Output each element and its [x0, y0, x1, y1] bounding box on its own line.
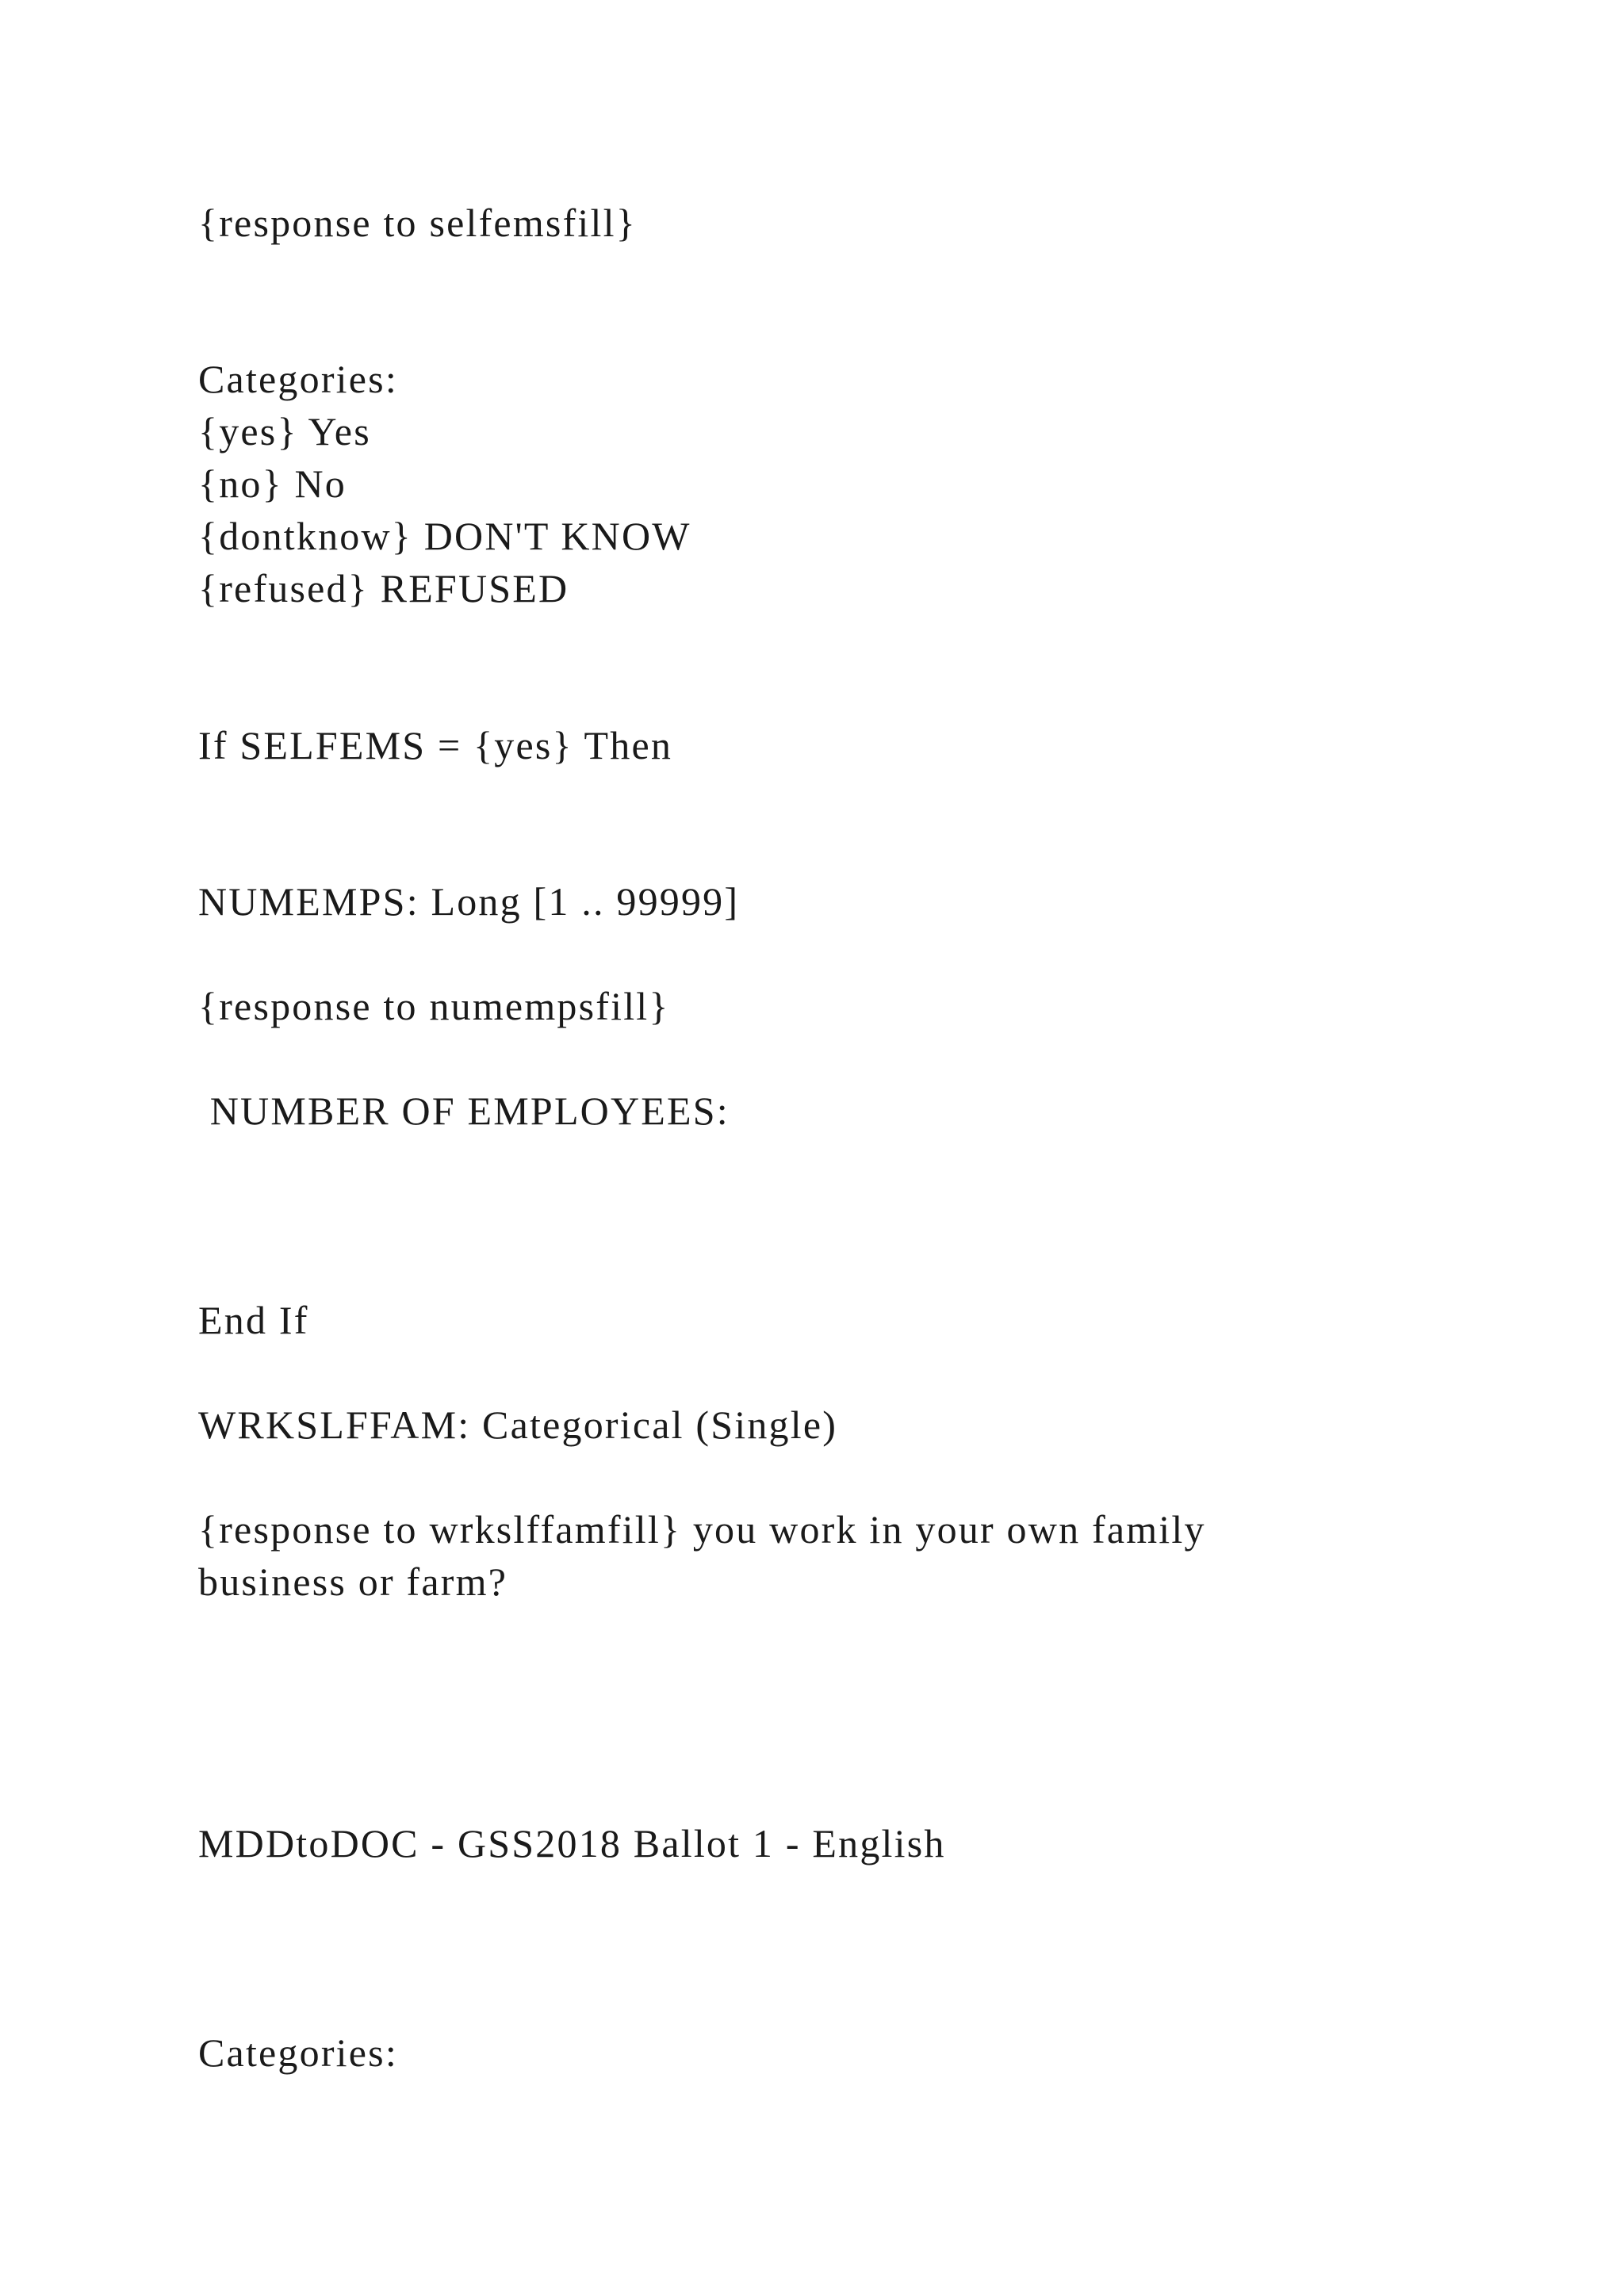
numemps-question: NUMEMPS: Long [1 .. 99999]: [198, 879, 740, 924]
response-selfemsfill-text: {response to selfemsfill}: [198, 201, 637, 245]
category-refused: {refused} REFUSED: [198, 566, 569, 610]
wrkslffam-text-line-1: {response to wrkslffamfill} you work in your own family: [198, 1507, 1206, 1552]
wrkslffam-text-line-2: business or farm?: [198, 1559, 508, 1604]
categories-heading-2: Categories:: [198, 2030, 398, 2075]
page-footer-title: MDDtoDOC - GSS2018 Ballot 1 - English: [198, 1821, 946, 1866]
if-selfems-condition: If SELFEMS = {yes} Then: [198, 723, 673, 767]
wrkslffam-question: WRKSLFFAM: Categorical (Single): [198, 1402, 838, 1447]
category-dontknow: {dontknow} DON'T KNOW: [198, 514, 691, 558]
response-numempsfill-text: {response to numempsfill}: [198, 984, 670, 1028]
category-yes: {yes} Yes: [198, 409, 371, 453]
category-no: {no} No: [198, 461, 347, 506]
end-if-statement: End If: [198, 1298, 309, 1342]
categories-heading: Categories:: [198, 357, 398, 401]
number-of-employees-label: NUMBER OF EMPLOYEES:: [198, 1089, 730, 1133]
